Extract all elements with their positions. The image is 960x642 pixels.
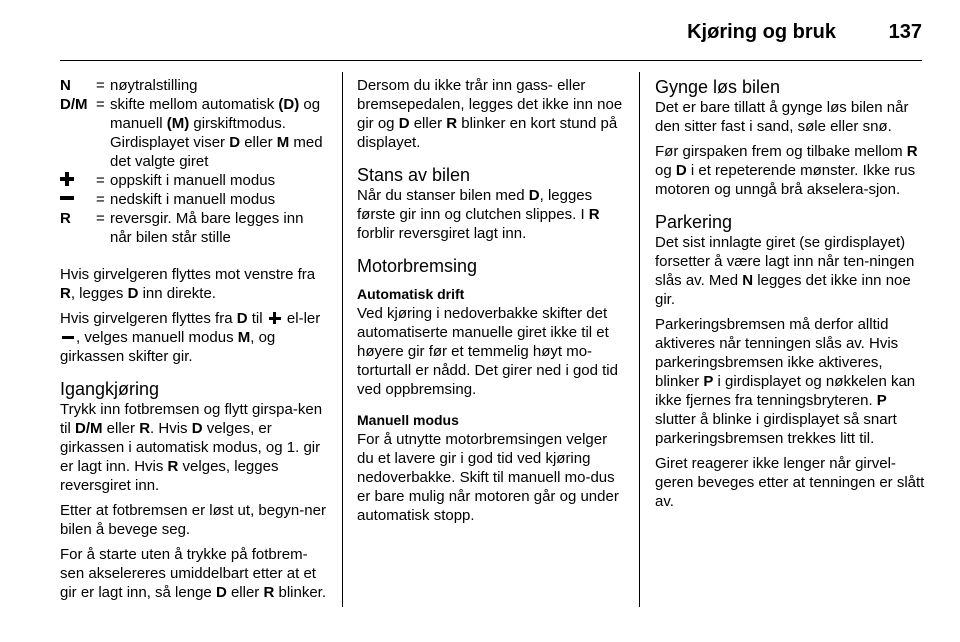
column-divider: [639, 72, 640, 607]
section-heading: Stans av bilen: [357, 165, 471, 185]
definition-key: D/M: [60, 96, 88, 113]
paragraph: Hvis girvelgeren flyttes mot venstre fra R, legges D inn direkte.: [60, 266, 316, 302]
paragraph: Hvis girvelgeren flyttes fra D til el-ler , velges manuell modus M, og girkassen skifter gir.: [60, 310, 321, 365]
paragraph: Etter at fotbremsen er løst ut, begyn-ner bilen å bevege seg.: [60, 502, 326, 538]
definition-dm: [60, 95, 328, 171]
section-heading: Gynge løs bilen: [655, 77, 781, 97]
page-header: [0, 17, 922, 47]
definition-key: R: [60, 210, 71, 227]
definition-equals: =: [96, 172, 105, 189]
definition-equals: =: [96, 96, 105, 113]
column-2: [357, 76, 625, 531]
paragraph: Parkeringsbremsen må derfor alltid aktiveres når tenningen slås av. Hvis parkeringsbremsen ikke aktiveres, blinker P i girdisplayet og nøkkelen kan ikke fjernes fra tenningsbryteren. P slutter å blinke i girdisplayet så snart parkeringsbremsen trekkes litt til.: [655, 316, 916, 447]
paragraph: Det sist innlagte giret (se girdisplayet) forsetter å være lagt inn når ten-ningen slås av. Med N legges det ikke inn noe gir.: [655, 234, 915, 308]
definition-plus: [60, 171, 328, 190]
paragraph: Trykk inn fotbremsen og flytt girspa-ken til D/M eller R. Hvis D velges, er girkassen i automatisk modus, og 1. gir er lagt inn. Hvis R velges, legges reversgiret inn.: [60, 401, 323, 494]
page-number: 137: [888, 21, 922, 43]
definition-key: N: [60, 77, 71, 94]
column-divider: [342, 72, 343, 607]
section-heading: Igangkjøring: [60, 379, 160, 399]
minus-icon: [60, 191, 74, 205]
definition-equals: =: [96, 191, 105, 208]
definition-text: oppskift i manuell modus: [110, 172, 276, 189]
plus-icon: [60, 172, 74, 186]
column-1: [60, 76, 328, 608]
paragraph: Ved kjøring i nedoverbakke skifter det automatiserte manuelle giret ikke til et høyere gir før et temmelig høyt mo-torturtall er nådd. Det girer ned i god tid ved oppbremsing.: [357, 305, 618, 398]
definition-equals: =: [96, 77, 105, 94]
definition-text: skifte mellom automatisk (D) og manuell (M) girskiftmodus. Girdisplayet viser D eller M med det valgte giret: [110, 96, 323, 170]
gear-definitions: [60, 76, 328, 247]
header-rule: [60, 60, 922, 61]
page-title: Kjøring og bruk: [687, 21, 836, 43]
paragraph: Når du stanser bilen med D, legges første gir inn og clutchen slippes. I R forblir reversgiret lagt inn.: [357, 187, 600, 242]
definition-text: reversgir. Må bare legges inn når bilen står stille: [110, 210, 304, 246]
definition-equals: =: [96, 210, 105, 227]
sub-heading: Automatisk drift: [357, 286, 465, 302]
paragraph: For å starte uten å trykke på fotbrem-sen akselereres umiddelbart etter at et gir er lagt inn, så lenge D eller R blinker.: [60, 546, 327, 601]
definition-text: nedskift i manuell modus: [110, 191, 276, 208]
paragraph: Giret reagerer ikke lenger når girvel-geren beveges etter at tenningen er slått av.: [655, 455, 925, 510]
column-3: [655, 76, 925, 517]
minus-icon: [62, 331, 74, 343]
definition-minus: [60, 190, 328, 209]
plus-icon: [269, 312, 281, 324]
paragraph: Før girspaken frem og tilbake mellom R og D i et repeterende mønster. Ikke rus motoren og unngå brå akselera-sjon.: [655, 143, 918, 198]
section-heading: Parkering: [655, 212, 733, 232]
paragraph: Det er bare tillatt å gynge løs bilen når den sitter fast i sand, søle eller snø.: [655, 99, 909, 135]
paragraph: Dersom du ikke trår inn gass- eller bremsepedalen, legges det ikke inn noe gir og D eller R blinker en kort stund på displayet.: [357, 77, 623, 151]
sub-heading: Manuell modus: [357, 412, 459, 428]
section-heading: Motorbremsing: [357, 256, 478, 276]
definition-r: [60, 209, 328, 247]
definition-n: [60, 76, 328, 95]
paragraph: For å utnytte motorbremsingen velger du et lavere gir i god tid ved kjøring nedoverbakke. Skift til manuell mo-dus er bare mulig når motoren går og under automatisk stopp.: [357, 431, 619, 524]
definition-text: nøytralstilling: [110, 77, 198, 94]
